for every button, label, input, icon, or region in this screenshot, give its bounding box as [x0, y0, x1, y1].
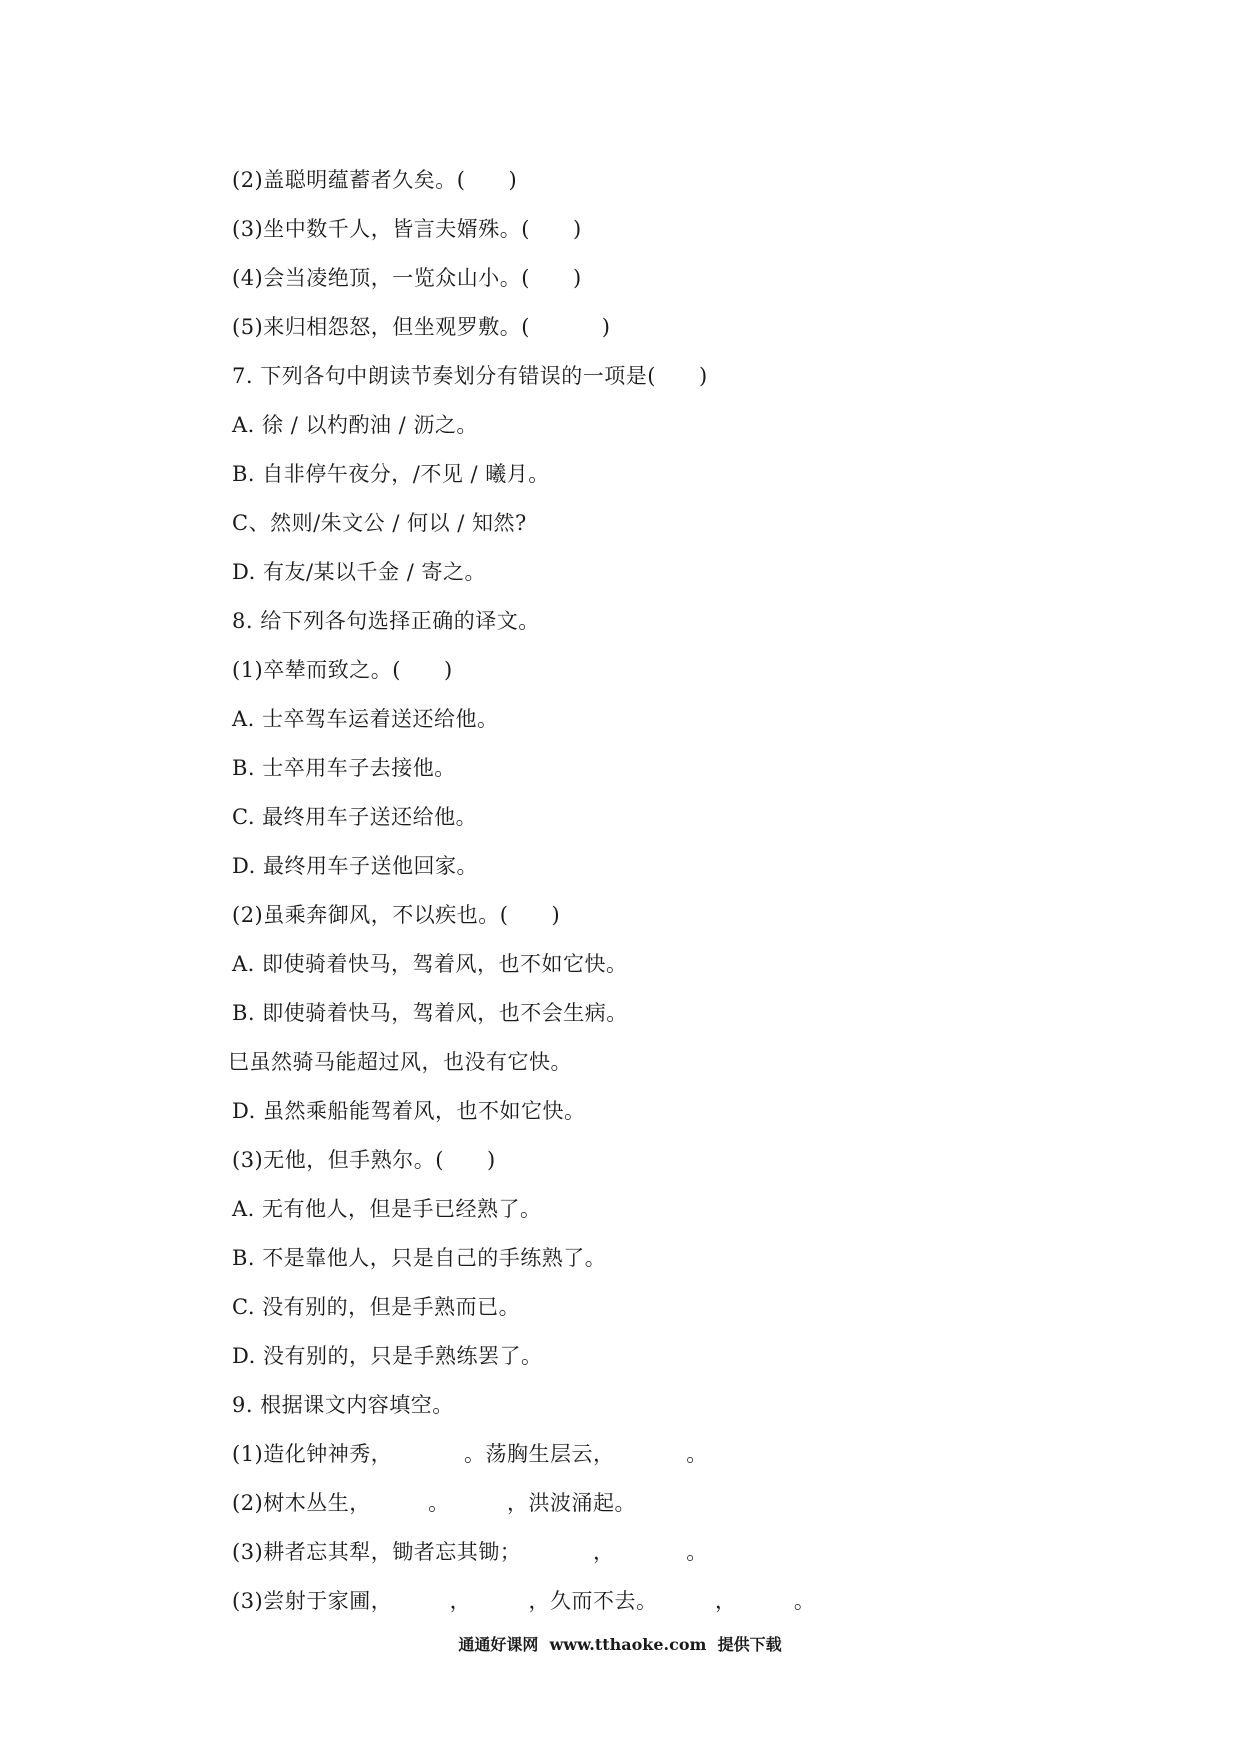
question-line: 8. 给下列各句选择正确的译文。 — [232, 609, 540, 633]
option-line: D. 最终用车子送他回家。 — [232, 854, 478, 878]
question-line: (4)会当凌绝顶，一览众山小。( ) — [232, 266, 582, 290]
question-line: (3)无他，但手熟尔。( ) — [232, 1148, 496, 1172]
option-line: B. 即使骑着快马，驾着风，也不会生病。 — [232, 1001, 628, 1025]
option-line: C、然则/朱文公 / 何以 / 知然? — [232, 511, 527, 535]
option-line: 巳虽然骑马能超过风，也没有它快。 — [228, 1050, 572, 1074]
fill-blank-line: (1)造化钟神秀， 。荡胸生层云， 。 — [232, 1442, 708, 1466]
option-line: B. 不是靠他人，只是自己的手练熟了。 — [232, 1246, 607, 1270]
page-footer: 通通好课网 www.tthaoke.com 提供下载 — [458, 1635, 782, 1654]
option-line: D. 没有别的，只是手熟练罢了。 — [232, 1344, 543, 1368]
question-line: 7. 下列各句中朗读节奏划分有错误的一项是( ) — [232, 364, 708, 388]
question-line: (5)来归相怨怒，但坐观罗敷。( ) — [232, 315, 611, 339]
option-line: C. 最终用车子送还给他。 — [232, 805, 478, 829]
question-line: (2)虽乘奔御风，不以疾也。( ) — [232, 903, 561, 927]
option-line: A. 无有他人，但是手已经熟了。 — [232, 1197, 542, 1221]
option-line: B. 士卒用车子去接他。 — [232, 756, 456, 780]
fill-blank-line: (2)树木丛生， 。 ，洪波涌起。 — [232, 1491, 637, 1515]
option-line: A. 徐 / 以杓酌油 / 沥之。 — [232, 413, 478, 437]
option-line: D. 虽然乘船能驾着风，也不如它快。 — [232, 1099, 586, 1123]
option-line: B. 自非停午夜分，/不见 / 曦月。 — [232, 462, 550, 486]
option-line: A. 即使骑着快马，驾着风，也不如它快。 — [232, 952, 628, 976]
option-line: C. 没有别的，但是手熟而已。 — [232, 1295, 521, 1319]
question-line: (1)卒辇而致之。( ) — [232, 658, 453, 682]
option-line: A. 士卒驾车运着送还给他。 — [232, 707, 499, 731]
question-line: (2)盖聪明蕴蓄者久矣。( ) — [232, 168, 518, 192]
fill-blank-line: (3)尝射于家圃， ， ，久而不去。 ， 。 — [232, 1589, 816, 1613]
option-line: D. 有友/某以千金 / 寄之。 — [232, 560, 486, 584]
question-line: (3)坐中数千人，皆言夫婿殊。( ) — [232, 217, 582, 241]
fill-blank-line: (3)耕者忘其犁，锄者忘其锄； ， 。 — [232, 1540, 708, 1564]
question-line: 9. 根据课文内容填空。 — [232, 1393, 454, 1417]
question-list — [228, 156, 1132, 1626]
